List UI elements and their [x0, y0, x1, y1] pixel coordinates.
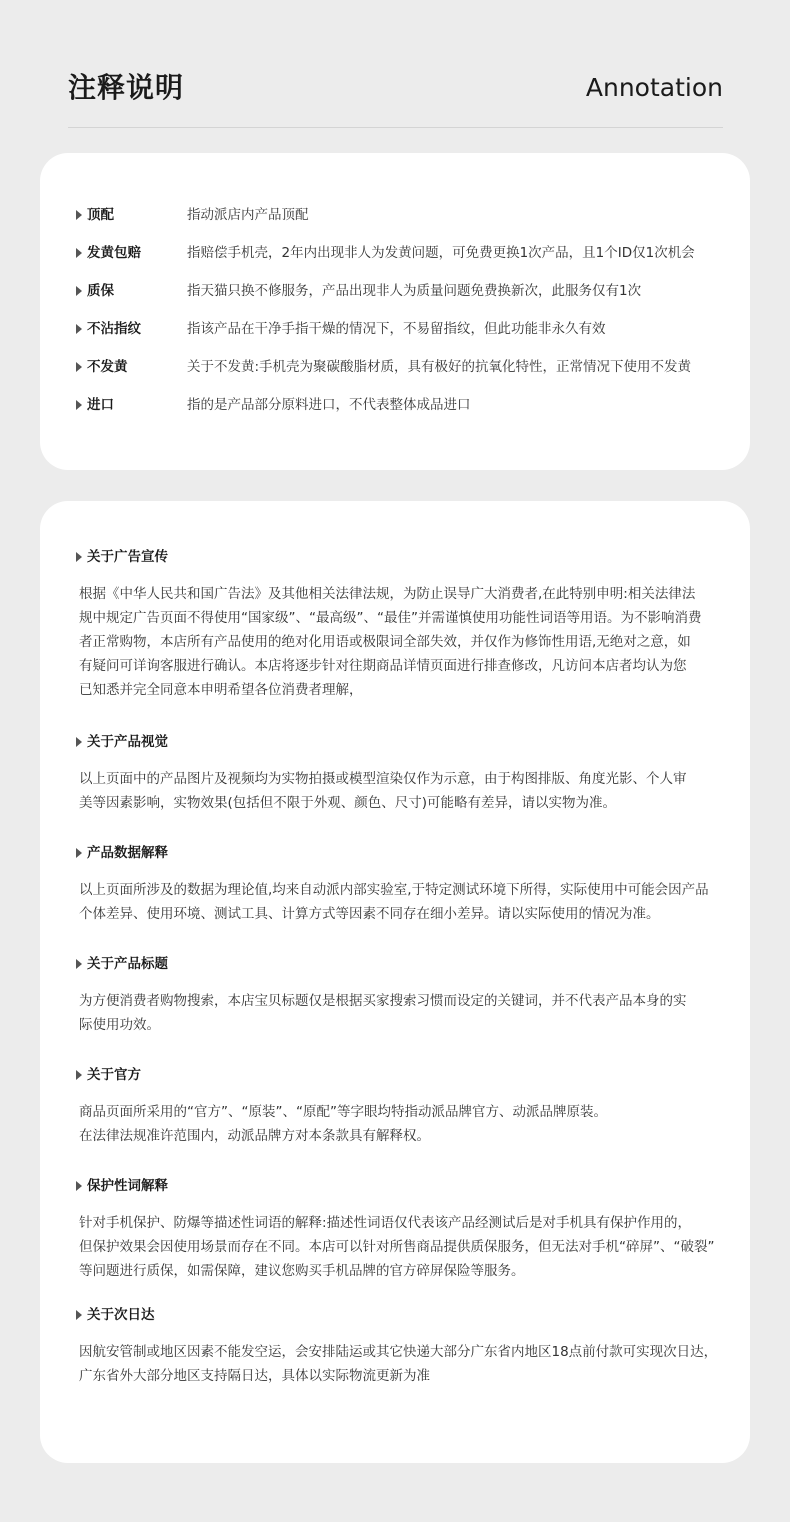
section-title-text: 产品数据解释	[87, 845, 168, 861]
section-title-text: 关于官方	[87, 1067, 141, 1083]
section-line: 以上页面中的产品图片及视频均为实物拍摄或模型渲染仅作为示意，由于构图排版、角度光影、个人审	[79, 771, 687, 787]
disclaimer-section	[76, 954, 736, 1037]
section-title	[76, 1065, 736, 1085]
section-line: 际使用功效。	[79, 1017, 160, 1033]
caret-right-icon	[76, 737, 82, 747]
term-row	[76, 319, 736, 357]
term-row	[76, 357, 736, 395]
section-body	[79, 989, 736, 1037]
term-row	[76, 281, 736, 319]
caret-right-icon	[76, 324, 82, 334]
section-body	[79, 1100, 736, 1148]
caret-right-icon	[76, 400, 82, 410]
disclaimer-section	[76, 1305, 736, 1388]
terms-list	[76, 205, 736, 433]
term-description: 指天猫只换不修服务，产品出现非人为质量问题免费换新次，此服务仅有1次	[187, 283, 642, 299]
section-line: 个体差异、使用环境、测试工具、计算方式等因素不同存在细小差异。请以实际使用的情况为准。	[79, 906, 660, 922]
term-description: 关于不发黄:手机壳为聚碳酸脂材质，具有极好的抗氧化特性，正常情况下使用不发黄	[187, 359, 692, 375]
term-name: 进口	[87, 397, 114, 413]
term-description: 指的是产品部分原料进口，不代表整体成品进口	[187, 397, 471, 413]
caret-right-icon	[76, 552, 82, 562]
caret-right-icon	[76, 848, 82, 858]
section-line: 有疑问可详询客服进行确认。本店将逐步针对往期商品详情页面进行排查修改，凡访问本店者均认为您	[79, 658, 687, 674]
disclaimer-section	[76, 1176, 736, 1283]
caret-right-icon	[76, 1310, 82, 1320]
page-title: 注释说明	[68, 71, 185, 104]
term-description: 指动派店内产品顶配	[187, 207, 309, 223]
term-name: 质保	[87, 283, 114, 299]
caret-right-icon	[76, 1070, 82, 1080]
caret-right-icon	[76, 362, 82, 372]
section-line: 者正常购物，本店所有产品使用的绝对化用语或极限词全部失效，并仅作为修饰性用语,无绝对之意，如	[79, 634, 691, 650]
section-body	[79, 878, 736, 926]
caret-right-icon	[76, 959, 82, 969]
section-body	[79, 1211, 736, 1283]
term-name: 顶配	[87, 207, 114, 223]
section-line: 但保护效果会因使用场景而存在不同。本店可以针对所售商品提供质保服务，但无法对手机“碎屏”、“破裂”	[79, 1239, 715, 1255]
disclaimer-card	[40, 501, 750, 1463]
disclaimer-section	[76, 732, 736, 815]
terms-card	[40, 153, 750, 470]
term-name: 不沾指纹	[87, 321, 141, 337]
term-name: 发黄包赔	[87, 245, 141, 261]
term-row	[76, 205, 736, 243]
term-row	[76, 243, 736, 281]
caret-right-icon	[76, 1181, 82, 1191]
page-title-english: Annotation	[585, 73, 723, 102]
section-title-text: 保护性词解释	[87, 1178, 168, 1194]
section-line: 广东省外大部分地区支持隔日达，具体以实际物流更新为准	[79, 1368, 430, 1384]
section-line: 根据《中华人民共和国广告法》及其他相关法律法规，为防止误导广大消费者,在此特别申明:相关法律法	[79, 586, 696, 602]
section-title	[76, 1176, 736, 1196]
caret-right-icon	[76, 248, 82, 258]
disclaimer-section	[76, 1065, 736, 1148]
section-title	[76, 547, 736, 567]
section-line: 为方便消费者购物搜索，本店宝贝标题仅是根据买家搜索习惯而设定的关键词，并不代表产品本身的实	[79, 993, 687, 1009]
section-body	[79, 1340, 736, 1388]
term-description: 指赔偿手机壳，2年内出现非人为发黄问题，可免费更换1次产品，且1个ID仅1次机会	[187, 245, 695, 261]
section-title	[76, 843, 736, 863]
section-line: 在法律法规准许范围内，动派品牌方对本条款具有解释权。	[79, 1128, 430, 1144]
section-body	[79, 582, 736, 702]
section-line: 商品页面所采用的“官方”、“原装”、“原配”等字眼均特指动派品牌官方、动派品牌原装。	[79, 1104, 607, 1120]
section-title-text: 关于产品视觉	[87, 734, 168, 750]
section-title	[76, 1305, 736, 1325]
caret-right-icon	[76, 286, 82, 296]
section-line: 美等因素影响，实物效果(包括但不限于外观、颜色、尺寸)可能略有差异，请以实物为准。	[79, 795, 617, 811]
section-title-text: 关于次日达	[87, 1307, 155, 1323]
section-line: 规中规定广告页面不得使用“国家级”、“最高级”、“最佳”并需谨慎使用功能性词语等用语。为不影响消费	[79, 610, 702, 626]
section-line: 因航安管制或地区因素不能发空运，会安排陆运或其它快递大部分广东省内地区18点前付款可实现次日达，	[79, 1344, 718, 1360]
disclaimer-section	[76, 843, 736, 926]
section-title-text: 关于产品标题	[87, 956, 168, 972]
section-title-text: 关于广告宣传	[87, 549, 168, 565]
page-header	[68, 60, 723, 128]
term-name: 不发黄	[87, 359, 128, 375]
section-body	[79, 767, 736, 815]
section-line: 等问题进行质保，如需保障，建议您购买手机品牌的官方碎屏保险等服务。	[79, 1263, 525, 1279]
section-line: 已知悉并完全同意本申明希望各位消费者理解，	[79, 682, 363, 698]
term-row	[76, 395, 736, 433]
section-line: 针对手机保护、防爆等描述性词语的解释:描述性词语仅代表该产品经测试后是对手机具有保护作用的，	[79, 1215, 692, 1231]
section-title	[76, 954, 736, 974]
caret-right-icon	[76, 210, 82, 220]
disclaimer-section	[76, 547, 736, 702]
section-title	[76, 732, 736, 752]
term-description: 指该产品在干净手指干燥的情况下，不易留指纹，但此功能非永久有效	[187, 321, 606, 337]
section-line: 以上页面所涉及的数据为理论值,均来自动派内部实验室,于特定测试环境下所得，实际使用中可能会因产品	[79, 882, 709, 898]
